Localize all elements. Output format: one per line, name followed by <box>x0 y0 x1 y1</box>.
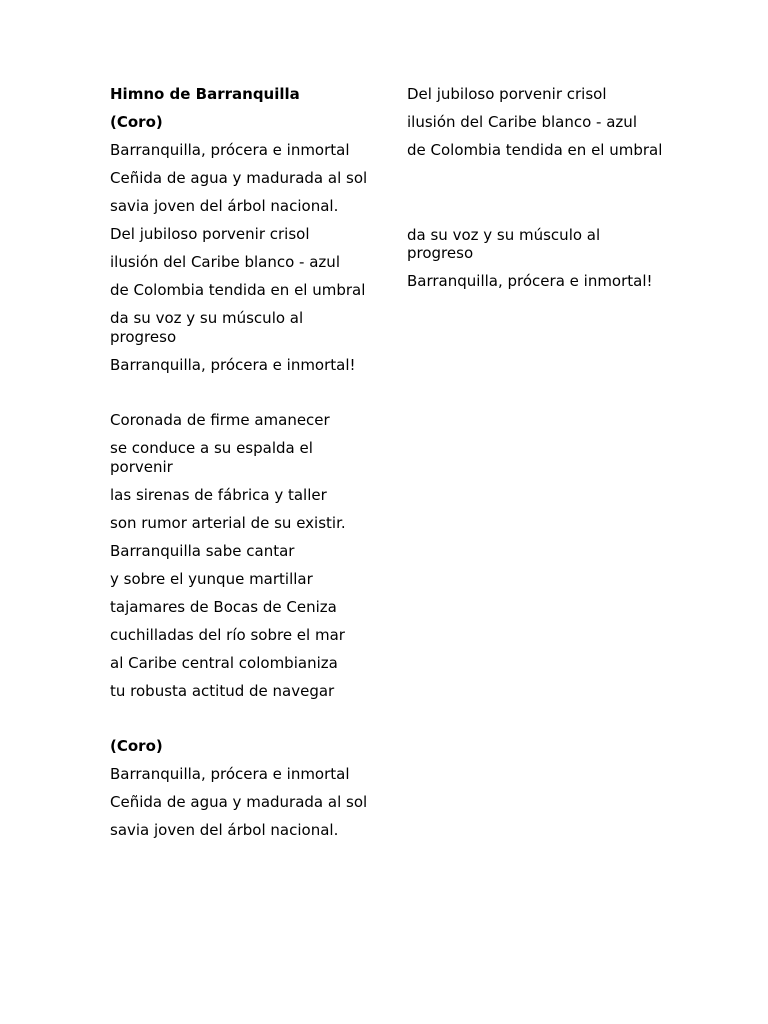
verse-line: de Colombia tendida en el umbral <box>407 141 663 159</box>
verse-line: de Colombia tendida en el umbral <box>110 281 366 299</box>
verse-line: da su voz y su músculo al progreso <box>407 225 601 262</box>
right-column <box>407 85 667 300</box>
document-title: Himno de Barranquilla <box>110 85 300 103</box>
verse-line: Barranquilla, prócera e inmortal! <box>407 272 653 290</box>
verse-line: Barranquilla sabe cantar <box>110 541 295 560</box>
verse-line: Barranquilla, prócera e inmortal <box>110 141 350 159</box>
verse-line: tajamares de Bocas de Ceniza <box>110 597 337 616</box>
left-column <box>110 85 370 849</box>
verse-line: son rumor arterial de su existir. <box>110 513 346 532</box>
verse-line: Del jubiloso porvenir crisol <box>407 85 607 103</box>
verse-line: savia joven del árbol nacional. <box>110 197 339 215</box>
verse-line: se conduce a su espalda el porvenir <box>110 439 313 476</box>
verse-line: tu robusta actitud de navegar <box>110 681 335 700</box>
verse-line: Del jubiloso porvenir crisol <box>110 225 310 243</box>
verse-line: cuchilladas del río sobre el mar <box>110 625 345 644</box>
verse-line: da su voz y su músculo al progreso <box>110 309 304 346</box>
chorus-label: (Coro) <box>110 113 163 131</box>
chorus-label: (Coro) <box>110 737 163 755</box>
verse-line: Barranquilla, prócera e inmortal! <box>110 355 356 374</box>
verse-line: Ceñida de agua y madurada al sol <box>110 793 368 811</box>
verse-line: Barranquilla, prócera e inmortal <box>110 765 350 783</box>
verse-line: Ceñida de agua y madurada al sol <box>110 169 368 187</box>
verse-line: al Caribe central colombianiza <box>110 653 338 672</box>
verse-line: ilusión del Caribe blanco - azul <box>407 113 637 131</box>
verse-line: savia joven del árbol nacional. <box>110 821 339 839</box>
verse-line: Coronada de firme amanecer <box>110 411 330 429</box>
verse-line: y sobre el yunque martillar <box>110 569 313 588</box>
verse-line: ilusión del Caribe blanco - azul <box>110 253 340 271</box>
verse-line: las sirenas de fábrica y taller <box>110 485 327 504</box>
